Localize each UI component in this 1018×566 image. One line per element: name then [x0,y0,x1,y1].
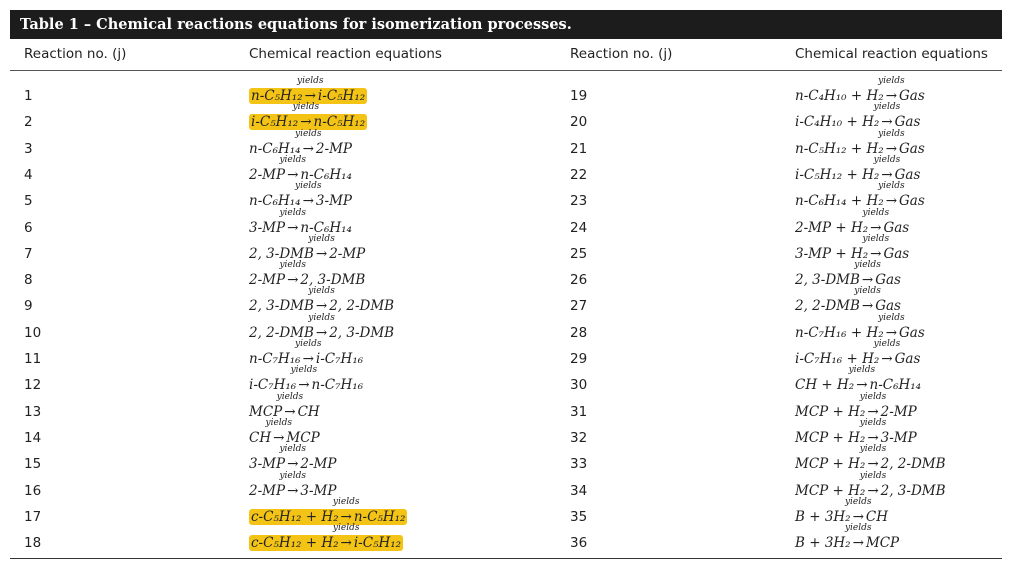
equation-reactants: MCP + H₂ [795,429,866,446]
arrow-label: yields [279,470,306,481]
table-row [0,312,1018,343]
equation-products: Gas [875,298,901,315]
arrow-label: yields [296,76,324,86]
reaction-equation [795,312,925,343]
equation-reactants: MCP + H₂ [795,482,866,499]
arrow-label: yields [862,233,890,244]
equation-content [795,523,900,552]
reaction-equation [795,76,925,106]
equation-reactants: n-C₇H₁₆ + H₂ [795,324,884,341]
arrow-label: yields [878,181,905,192]
arrow-symbol: → [867,482,879,499]
arrow-label: yields [878,312,905,323]
arrow-symbol: → [856,377,868,394]
equation-reactants: 2-MP [249,272,286,289]
arrow-symbol: → [867,429,879,446]
table-row [0,523,1018,553]
equation-reactants: i-C₇H₁₆ + H₂ [795,351,880,367]
arrow-symbol: → [867,403,879,420]
reaction-number: 1 [24,88,33,104]
equation-products: 2, 2-DMB [329,298,395,315]
arrow-label: yields [844,523,872,534]
equation-products: n-C₆H₁₄ [869,377,922,394]
equation-content [249,233,366,262]
reaction-number: 34 [570,482,588,499]
reaction-equation [795,128,925,159]
reaction-number: 21 [570,140,588,157]
equation-content [795,233,910,262]
equation-reactants: B + 3H₂ [795,535,851,552]
reaction-number: 13 [24,403,42,420]
equation-reactants: MCP + H₂ [795,403,866,420]
arrow-symbol: → [287,166,299,183]
reaction-number: 30 [570,377,588,394]
reaction-number: 4 [24,166,33,183]
equation-reactants: i-C₅H₁₂ + H₂ [795,166,880,183]
equation-content [249,207,352,236]
reaction-equation [795,391,917,422]
equation-reactants: 2, 2-DMB [249,324,314,341]
equation-reactants: CH + H₂ [795,377,855,394]
equation-reactants: 2-MP + H₂ [795,219,869,236]
equation-products: 2, 2-DMB [880,456,946,473]
reaction-number: 9 [24,298,33,315]
equation-reactants: MCP + H₂ [795,456,866,473]
reaction-number: 20 [570,114,588,131]
equation-reactants: n-C₆H₁₄ [249,140,301,157]
reaction-number: 29 [570,351,588,367]
equation-reactants: CH [249,429,272,446]
reaction-number: 6 [24,219,33,236]
reaction-number: 35 [570,508,588,525]
table-row [0,286,1018,316]
arrow-label: yields [332,496,360,507]
reaction-number: 5 [24,193,33,210]
arrow-label: yields [873,339,901,349]
reaction-number: 31 [570,403,588,420]
equation-reactants: n-C₅H₁₂ + H₂ [795,140,884,157]
arrow-symbol: → [881,351,893,367]
arrow-label: yields [308,312,335,323]
equation-products: n-C₅H₁₂ [313,114,366,131]
equation-products: 2, 3-DMB [329,324,395,341]
equation-products: Gas [899,88,925,104]
equation-reactants: 2, 3-DMB [249,298,314,315]
yields-arrow-icon [332,523,360,559]
arrow-symbol: → [298,377,310,394]
equation-content [795,128,925,157]
arrow-symbol: → [870,219,882,236]
equation-products: n-C₆H₁₄ [300,166,352,183]
arrow-label: yields [859,470,887,481]
equation-content [249,470,337,499]
equation-products: 2-MP [300,456,337,473]
equation-reactants: 3-MP [249,456,286,473]
equation-reactants: 2, 3-DMB [249,245,314,262]
reaction-number: 14 [24,429,42,446]
arrow-label: yields [294,339,322,349]
reaction-number: 23 [570,193,588,210]
reaction-number: 8 [24,272,33,289]
equation-content [795,260,901,289]
reaction-number: 22 [570,166,588,183]
arrow-label: yields [844,496,872,507]
equation-content [795,76,925,104]
equation-products: Gas [899,193,925,210]
header-equations-left: Chemical reaction equations [249,46,442,62]
arrow-label: yields [873,102,901,113]
reaction-number: 27 [570,298,588,315]
equation-reactants: i-C₄H₁₀ + H₂ [795,114,880,131]
reaction-equation [795,496,889,527]
reaction-number: 26 [570,272,588,289]
arrow-symbol: → [340,508,352,525]
equation-reactants: 2, 2-DMB [795,298,860,315]
reaction-equation [249,260,366,290]
equation-products: 2-MP [329,245,366,262]
equation-content [795,207,910,236]
table-row [0,102,1018,132]
header-equations-right: Chemical reaction equations [795,46,988,62]
equation-content [249,496,407,525]
reaction-number: 17 [24,508,42,525]
header-rule [10,70,1002,71]
equation-products: Gas [894,351,921,367]
reaction-equation [795,181,925,211]
equation-reactants: n-C₄H₁₀ + H₂ [795,88,884,104]
equation-reactants: MCP [249,403,283,420]
arrow-symbol: → [870,245,882,262]
arrow-symbol: → [302,140,314,157]
reaction-equation [795,207,910,238]
reaction-number: 2 [24,114,33,131]
equation-reactants: B + 3H₂ [795,508,851,525]
equation-reactants: n-C₆H₁₄ [249,193,301,210]
arrow-symbol: → [861,272,874,289]
arrow-symbol: → [302,193,314,210]
arrow-label: yields [859,417,887,428]
reaction-number: 7 [24,245,33,262]
arrow-label: yields [854,260,881,271]
header-reaction-no-right: Reaction no. (j) [570,46,673,62]
equation-products: 2, 3-DMB [300,272,366,289]
equation-products: 3-MP [880,429,917,446]
arrow-label: yields [279,260,306,271]
bottom-rule [10,558,1002,559]
arrow-symbol: → [340,535,352,552]
reaction-number: 18 [24,535,42,552]
equation-products: Gas [875,272,901,289]
equation-reactants: n-C₆H₁₄ + H₂ [795,193,884,210]
reaction-number: 36 [570,535,588,552]
arrow-label: yields [859,444,887,455]
arrow-label: yields [294,128,322,139]
arrow-label: yields [276,391,304,402]
arrow-symbol: → [315,324,328,341]
equation-products: 3-MP [315,193,352,210]
reaction-number: 33 [570,456,588,473]
arrow-label: yields [265,417,293,428]
equation-products: n-C₇H₁₆ [311,377,364,394]
equation-reactants: n-C₇H₁₆ [249,351,301,367]
equation-content [249,365,364,394]
arrow-symbol: → [315,245,328,262]
arrow-symbol: → [881,114,893,131]
equation-reactants: 2-MP [249,482,286,499]
equation-reactants: i-C₅H₁₂ [251,114,299,131]
reaction-number: 32 [570,429,588,446]
reaction-equation [249,523,403,553]
arrow-symbol: → [885,324,897,341]
equation-products: Gas [894,166,921,183]
header-reaction-no-left: Reaction no. (j) [24,46,127,62]
reaction-number: 28 [570,324,588,341]
reaction-number: 16 [24,482,42,499]
equation-content [795,181,925,210]
reaction-number: 24 [570,219,588,236]
equation-products: CH [297,403,320,420]
reaction-equation [249,365,364,395]
equation-content [795,391,917,420]
equation-products: i-C₅H₁₂ [317,88,366,104]
equation-reactants: i-C₇H₁₆ [249,377,297,394]
equation-content [795,496,889,525]
equation-products: Gas [899,324,925,341]
equation-content [795,312,925,341]
reaction-number: 25 [570,245,588,262]
reaction-number: 11 [24,351,42,367]
equation-reactants: 2, 3-DMB [795,272,860,289]
reaction-number: 15 [24,456,42,473]
arrow-label: yields [873,154,901,165]
arrow-symbol: → [852,508,864,525]
reaction-equation [795,365,922,395]
equation-products: Gas [894,114,921,131]
equation-products: 2-MP [315,140,352,157]
arrow-label: yields [308,233,335,244]
equation-reactants: c-C₅H₁₂ + H₂ [251,508,339,525]
equation-products: i-C₇H₁₆ [315,351,364,367]
arrow-label: yields [279,154,306,165]
arrow-label: yields [332,523,360,534]
arrow-symbol: → [881,166,893,183]
arrow-label: yields [294,181,322,192]
equation-products: i-C₅H₁₂ [353,535,402,552]
reaction-number: 12 [24,377,42,394]
equation-products: 3-MP [300,482,337,499]
equation-products: Gas [883,219,910,236]
arrow-label: yields [878,128,905,139]
equation-reactants: 2-MP [249,166,286,183]
equation-products: CH [865,508,889,525]
arrow-symbol: → [852,535,864,552]
reaction-equation [249,470,337,501]
equation-products: n-C₅H₁₂ [353,508,406,525]
equation-content [249,523,403,552]
table-row [0,154,1018,185]
arrow-symbol: → [867,456,879,473]
equation-reactants: 3-MP + H₂ [795,245,869,262]
equation-products: n-C₆H₁₄ [300,219,352,236]
arrow-symbol: → [287,482,299,499]
reaction-equation [795,417,917,448]
reaction-equation [249,496,407,527]
equation-products: Gas [899,140,925,157]
reaction-equation [795,523,900,553]
arrow-symbol: → [315,298,328,315]
equation-reactants: n-C₅H₁₂ [251,88,303,104]
equation-products: Gas [883,245,910,262]
table-row [0,128,1018,159]
arrow-symbol: → [287,272,299,289]
arrow-label: yields [878,76,905,86]
arrow-label: yields [848,365,876,376]
arrow-symbol: → [302,351,314,367]
equation-reactants: 3-MP [249,219,286,236]
equation-content [249,260,366,289]
arrow-label: yields [308,286,335,297]
equation-products: MCP [286,429,320,446]
reaction-equation [249,207,352,238]
arrow-label: yields [279,444,306,455]
equation-products: 2, 3-DMB [880,482,946,499]
arrow-symbol: → [273,429,285,446]
arrow-symbol: → [300,114,312,131]
arrow-label: yields [862,207,890,218]
equation-reactants: c-C₅H₁₂ + H₂ [251,535,339,552]
table-title: Table 1 – Chemical reactions equations for isomerization processes. [10,10,1002,39]
reaction-number: 10 [24,324,42,341]
reaction-equation [249,233,366,264]
arrow-symbol: → [284,403,296,420]
arrow-label: yields [292,102,320,113]
arrow-symbol: → [287,219,299,236]
reaction-equation [795,260,901,290]
equation-content [795,365,922,394]
arrow-label: yields [854,286,881,297]
reaction-number: 19 [570,88,588,104]
arrow-label: yields [279,207,306,218]
reaction-number: 3 [24,140,33,157]
equation-products: 2-MP [880,403,917,420]
equation-products: MCP [865,535,900,552]
equation-content [795,417,917,446]
table-row [0,76,1018,106]
arrow-label: yields [290,365,318,376]
arrow-symbol: → [885,140,897,157]
arrow-symbol: → [287,456,299,473]
arrow-symbol: → [885,88,897,104]
arrow-label: yields [859,391,887,402]
yields-arrow-icon [844,523,872,559]
arrow-symbol: → [885,193,897,210]
arrow-symbol: → [304,88,316,104]
reaction-equation [795,233,910,264]
arrow-symbol: → [861,298,874,315]
